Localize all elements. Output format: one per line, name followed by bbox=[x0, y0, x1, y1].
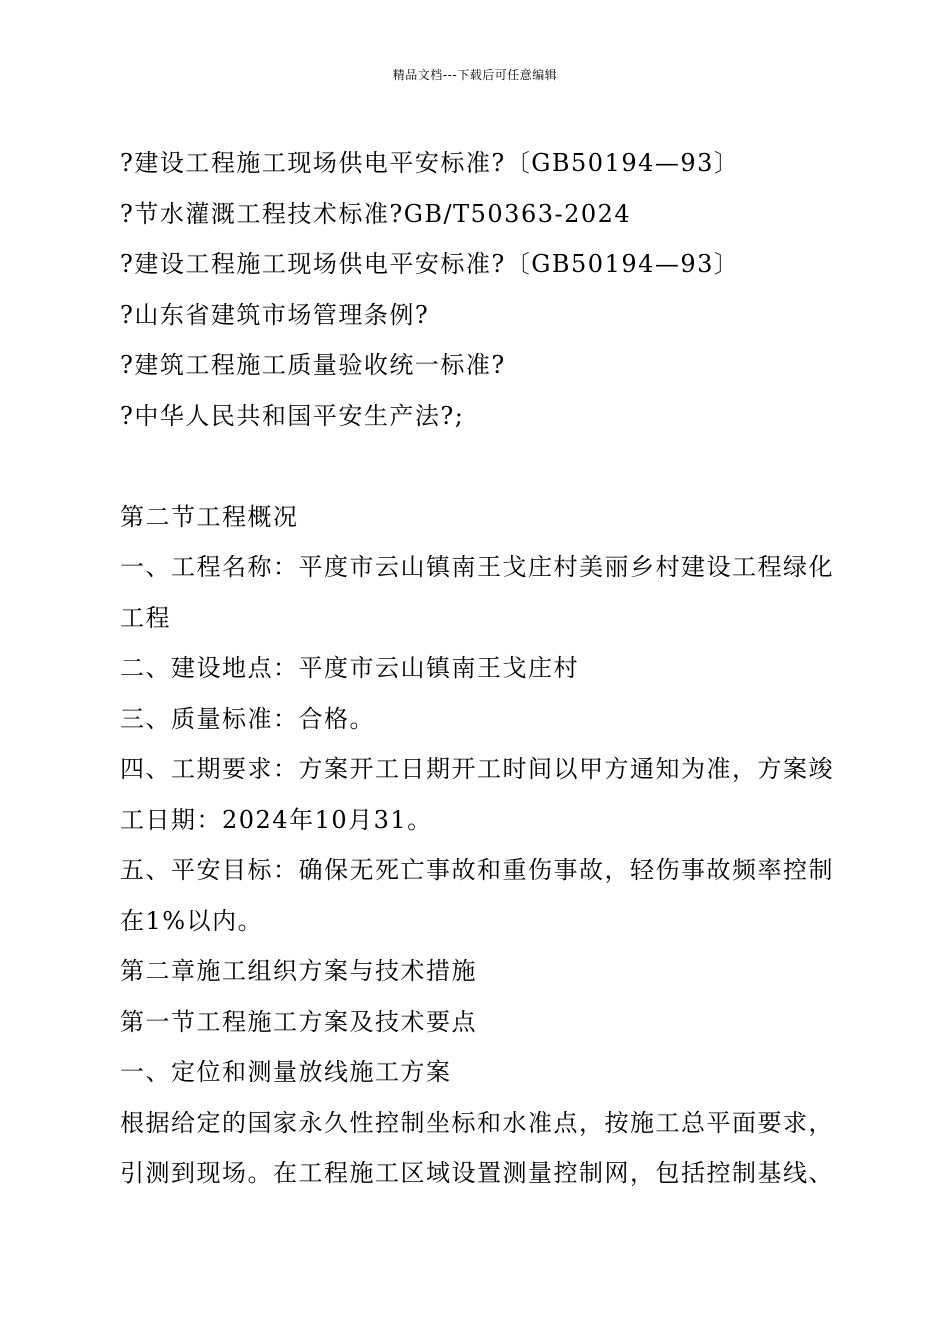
safety-goal-line2: 在1%以内。 bbox=[120, 907, 264, 935]
reference-item-2: ?节水灌溉工程技术标准?GB/T50363-2024 bbox=[120, 200, 632, 228]
safety-goal-line1: 五、平安目标：确保无死亡事故和重伤事故，轻伤事故频率控制 bbox=[120, 856, 834, 884]
project-name-line2: 工程 bbox=[120, 604, 171, 632]
subsection-title: 一、定位和测量放线施工方案 bbox=[120, 1058, 452, 1086]
section-title: 第一节工程施工方案及技术要点 bbox=[120, 1008, 477, 1036]
reference-item-5: ?建筑工程施工质量验收统一标准? bbox=[120, 351, 506, 379]
reference-item-6: ?中华人民共和国平安生产法?; bbox=[120, 402, 465, 430]
schedule-line1: 四、工期要求：方案开工日期开工时间以甲方通知为准，方案竣 bbox=[120, 755, 834, 783]
quality-standard: 三、质量标准：合格。 bbox=[120, 705, 375, 733]
chapter-title: 第二章施工组织方案与技术措施 bbox=[120, 957, 477, 985]
section-heading: 第二节工程概况 bbox=[120, 503, 299, 531]
schedule-line2: 工日期：2024年10月31。 bbox=[120, 806, 433, 834]
reference-item-3: ?建设工程施工现场供电平安标准?〔GB50194—93〕 bbox=[120, 250, 740, 278]
project-name-line1: 一、工程名称：平度市云山镇南王戈庄村美丽乡村建设工程绿化 bbox=[120, 553, 834, 581]
body-text-line1: 根据给定的国家永久性控制坐标和水准点，按施工总平面要求， bbox=[120, 1109, 834, 1137]
body-text-line2: 引测到现场。在工程施工区域设置测量控制网，包括控制基线、 bbox=[120, 1159, 834, 1187]
project-location: 二、建设地点：平度市云山镇南王戈庄村 bbox=[120, 654, 579, 682]
page-header: 精品文档---下载后可任意编辑 bbox=[392, 68, 558, 82]
reference-item-4: ?山东省建筑市场管理条例? bbox=[120, 301, 430, 329]
reference-item-1: ?建设工程施工现场供电平安标准?〔GB50194—93〕 bbox=[120, 149, 740, 177]
